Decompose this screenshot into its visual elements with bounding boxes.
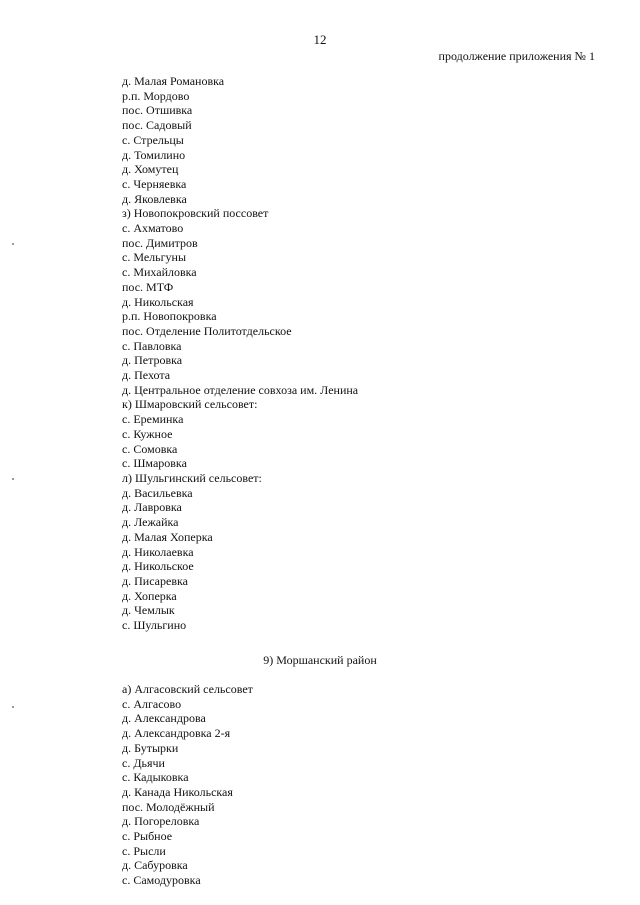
list-item: пос. Молодёжный: [122, 799, 215, 814]
list-item: с. Ахматово: [122, 221, 184, 236]
settlement-list-bottom: [122, 682, 253, 888]
list-item: д. Хоперка: [122, 588, 177, 603]
list-item: д. Яковлевка: [122, 191, 187, 206]
list-item: с. Шульгино: [122, 618, 187, 633]
list-item: с. Рыбное: [122, 829, 173, 844]
list-item: д. Сабуровка: [122, 858, 188, 873]
list-item: с. Стрельцы: [122, 132, 184, 147]
list-item: пос. Отделение Политотдельское: [122, 323, 292, 338]
list-item: д. Николаевка: [122, 544, 194, 559]
list-item: д. Малая Романовка: [122, 74, 225, 88]
council-heading: а) Алгасовский сельсовет: [122, 682, 253, 696]
scan-mark: [12, 478, 14, 480]
list-item: д. Пехота: [122, 368, 171, 383]
list-item: с. Алгасово: [122, 696, 182, 711]
list-item: с. Шмаровка: [122, 456, 187, 471]
list-item: с. Кужное: [122, 426, 173, 441]
list-item: пос. МТФ: [122, 279, 174, 294]
list-item: д. Чемлык: [122, 603, 175, 618]
list-item: д. Канада Никольская: [122, 784, 233, 799]
list-item: с. Мельгуны: [122, 250, 187, 265]
settlement-list-top: [122, 74, 358, 633]
list-item: д. Александрова: [122, 711, 206, 726]
list-item: д. Погореловка: [122, 814, 200, 829]
district-heading: 9) Моршанский район: [263, 653, 377, 667]
list-item: с. Дьячи: [122, 755, 165, 770]
list-item: д. Васильевка: [122, 485, 193, 500]
list-item: с. Михайловка: [122, 265, 197, 280]
list-item: с. Павловка: [122, 338, 182, 353]
list-item: с. Ереминка: [122, 412, 184, 427]
list-item: с. Сомовка: [122, 441, 178, 456]
list-item: д. Томилино: [122, 147, 186, 162]
list-item: с. Черняевка: [122, 176, 187, 191]
list-item: с. Самодуровка: [122, 873, 201, 888]
page-number: 12: [313, 32, 327, 47]
list-item: с. Рысли: [122, 843, 166, 858]
list-item: пос. Садовый: [122, 118, 192, 133]
list-item: д. Центральное отделение совхоза им. Ленина: [122, 382, 359, 397]
continuation-note: продолжение приложения № 1: [438, 49, 595, 63]
council-heading: к) Шмаровский сельсовет:: [122, 397, 258, 412]
list-item: д. Никольская: [122, 294, 194, 309]
list-item: р.п. Мордово: [122, 88, 190, 103]
list-item: д. Никольское: [122, 559, 194, 574]
list-item: д. Лежайка: [122, 515, 179, 530]
list-item: пос. Отшивка: [122, 103, 193, 118]
council-heading: л) Шульгинский сельсовет:: [122, 470, 262, 485]
list-item: с. Кадыковка: [122, 770, 189, 785]
list-item: д. Малая Хоперка: [122, 529, 213, 544]
list-item: д. Александровка 2-я: [122, 726, 231, 741]
scan-mark: [12, 243, 14, 245]
list-item: д. Петровка: [122, 353, 183, 368]
scan-mark: [12, 706, 14, 708]
list-item: пос. Димитров: [122, 235, 198, 250]
list-item: д. Хомутец: [122, 162, 179, 177]
list-item: д. Писаревка: [122, 573, 188, 588]
list-item: д. Бутырки: [122, 740, 179, 755]
list-item: д. Лавровка: [122, 500, 182, 515]
list-item: р.п. Новопокровка: [122, 309, 217, 324]
council-heading: з) Новопокровский поссовет: [122, 206, 269, 221]
